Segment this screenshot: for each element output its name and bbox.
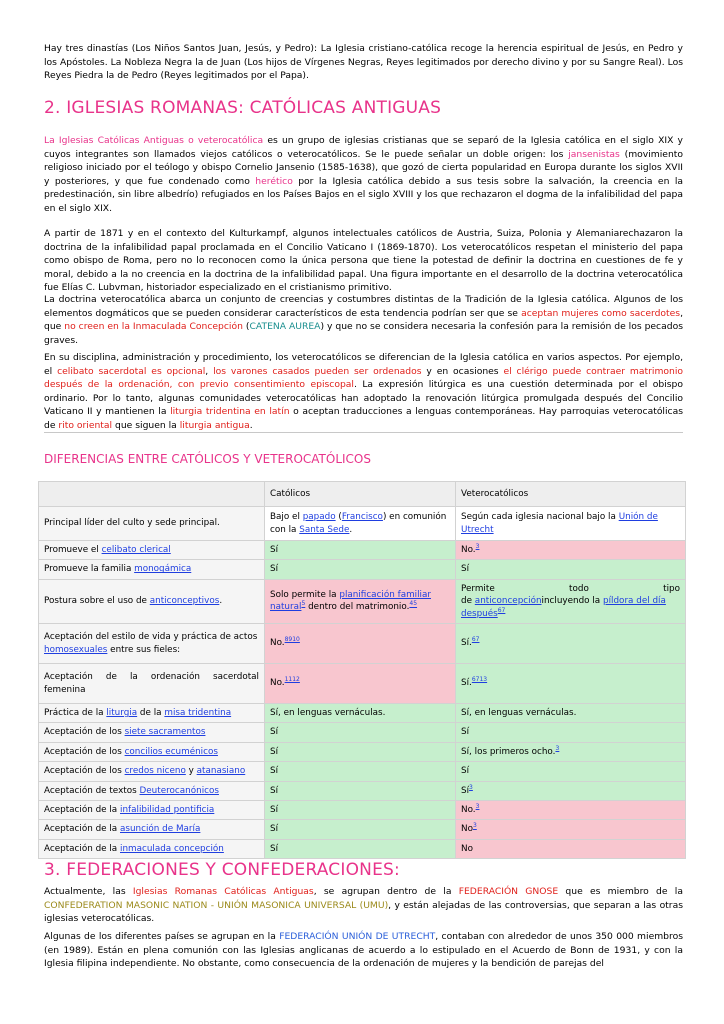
- footnote-link[interactable]: 3: [475, 803, 480, 811]
- term-varones-casados: los varones casados pueden ser ordenados: [213, 365, 422, 377]
- row-label: Aceptación del estilo de vida y práctica de actos homosexuales entre sus fieles:: [39, 624, 265, 664]
- differences-table: [38, 481, 686, 859]
- divider: [44, 432, 683, 433]
- footnote-link[interactable]: 45: [409, 600, 418, 608]
- row-label: Aceptación de la ordenación sacerdotal femenina: [39, 664, 265, 704]
- link-infalibilidad-pontificia[interactable]: infalibilidad pontificia: [120, 805, 215, 816]
- term-inmaculada-concepcion: no creen en la Inmaculada Concepción: [64, 321, 243, 333]
- row-label: Promueve el celibato clerical: [39, 541, 265, 560]
- table-row: [39, 704, 686, 723]
- link-misa-tridentina[interactable]: misa tridentina: [164, 708, 232, 719]
- term-heretico: herético: [255, 175, 293, 187]
- table-row: [39, 541, 686, 560]
- footnote-link[interactable]: 8910: [284, 636, 300, 644]
- cell-catolicos: Sí, en lenguas vernáculas.: [265, 704, 456, 723]
- cell-catolicos: No.$^{8910}$: [265, 624, 456, 664]
- cell-catolicos: Sí: [265, 560, 456, 579]
- cell-catolicos: Sí: [265, 742, 456, 761]
- table-row: [39, 742, 686, 761]
- row-label: Aceptación de textos Deuterocanónicos: [39, 781, 265, 800]
- term-rito-oriental: rito oriental: [58, 419, 113, 431]
- justified-line: Permite todo tipo: [461, 583, 680, 594]
- section-2-paragraph-3: La doctrina veterocatólica abarca un conjunto de creencias y costumbres distintas de la Tradición de la Iglesia católica. Algunos de los elementos dogmáticos que se pueden considerar característicos de esta tendencia podrían ser que se aceptan mujeres como sacerdotes, que no creen en la Inmaculada Concepción (CATENA AUREA) y que no se considera necesaria la confesión para la remisión de los pecados graves.: [44, 294, 684, 346]
- header-catolicos: Católicos: [265, 482, 456, 507]
- table-row: [39, 762, 686, 781]
- table-row: [39, 801, 686, 820]
- cell-catolicos: Sí: [265, 541, 456, 560]
- link-santa-sede[interactable]: Santa Sede: [299, 524, 350, 535]
- cell-veterocatolicos: Sí.$^{6713}$: [456, 664, 686, 704]
- link-union-de-utrecht[interactable]: Unión de Utrecht: [461, 512, 658, 535]
- link-atanasiano[interactable]: atanasiano: [196, 766, 246, 777]
- cell-veterocatolicos: Sí.$^{67}$: [456, 624, 686, 664]
- cell-catolicos: Sí: [265, 839, 456, 858]
- table-header-row: [39, 482, 686, 507]
- cell-veterocatolicos: No: [456, 839, 686, 858]
- row-label: Aceptación de los siete sacramentos: [39, 723, 265, 742]
- row-label: Práctica de la liturgia de la misa tridentina: [39, 704, 265, 723]
- table-row: [39, 820, 686, 839]
- section-3-paragraph-1: Actualmente, las Iglesias Romanas Católicas Antiguas, se agrupan dentro de la FEDERACIÓN GNOSE que es miembro de la CONFEDERATION MASONIC NATION - UNIÓN MASONICA UNIVERSAL (UMU), y están alejadas de las controversias, que separan a las otras iglesias veterocatólicas.: [44, 886, 683, 925]
- section-3-heading: 3. FEDERACIONES Y CONFEDERACIONES:: [44, 860, 400, 880]
- cell-catolicos: Sí: [265, 820, 456, 839]
- term-jansenistas: jansenistas: [568, 148, 620, 160]
- footnote-link[interactable]: 67: [497, 606, 506, 614]
- section-2-paragraph-2: A partir de 1871 y en el contexto del Kulturkampf, algunos intelectuales católicos de Austria, Suiza, Polonia y Alemaniarechazaron la doctrina de la infalibilidad papal proclamada en el Concilio Vaticano I (1869-1870). Los veterocatólicos respetan el ministerio del papa como obispo de Roma, pero no lo reconocen como la única persona que tiene la potestad de definir la doctrina en cuestiones de fe y moral, debido a la no creencia en la doctrina de la infalibilidad papal. Una figura importante en el desarrollo de la doctrina veterocatólica fue Elías C. Lubvman, historiador especializado en el cristianismo primitivo.: [44, 228, 683, 294]
- table-row: [39, 560, 686, 579]
- cell-catolicos: Bajo el papado (Francisco) en comunión con la Santa Sede.: [265, 507, 456, 541]
- footnote-link[interactable]: 3: [475, 543, 480, 551]
- link-francisco[interactable]: Francisco: [341, 512, 383, 523]
- footnote-link[interactable]: 67: [471, 636, 480, 644]
- section-2-paragraph-1: La Iglesias Católicas Antiguas o veterocatólica es un grupo de iglesias cristianas que se separó de la Iglesia católica en el siglo XIX y cuyos integrantes son llamados viejos católicos o veterocatólicos. Se le puede señalar un doble origen: los jansenistas (movimiento religioso iniciado por el teólogo y obispo Cornelio Jansenio (1585-1638), que gozó de cierta popularidad en Europa durante los siglos XVII y posteriores, y que fue condenado como herético por la Iglesia católica debido a sus tesis sobre la salvación, la creencia en la predestinación, sin libre albedrío) refugiados en los Países Bajos en el siglo XVIII y los que rechazaron el dogma de la infalibilidad del papa en el siglo XIX.: [44, 135, 684, 214]
- cell-veterocatolicos: Permite todo tipo de anticoncepciónincluyendo la píldora del día después$^{67}$: [456, 579, 686, 623]
- footnote-link[interactable]: 1112: [284, 676, 300, 684]
- link-celibato-clerical[interactable]: celibato clerical: [101, 545, 171, 555]
- table-row: [39, 507, 686, 541]
- cell-veterocatolicos: No$^3$: [456, 820, 686, 839]
- link-deuterocanonicos[interactable]: Deuterocanónicos: [139, 785, 219, 796]
- table-row: [39, 839, 686, 858]
- link-homosexuales[interactable]: homosexuales: [44, 644, 108, 655]
- link-planificacion-familiar-natural[interactable]: planificación familiar natural: [270, 590, 431, 613]
- table-row: [39, 781, 686, 800]
- cell-veterocatolicos: Sí, en lenguas vernáculas.: [456, 704, 686, 723]
- table-row: [39, 624, 686, 664]
- footnote-link[interactable]: 3: [469, 783, 473, 791]
- row-label: Postura sobre el uso de anticonceptivos.: [39, 579, 265, 623]
- row-label: Promueve la familia monogámica: [39, 560, 265, 579]
- header-veterocatolicos: Veterocatólicos: [456, 482, 686, 507]
- link-monogamica[interactable]: monogámica: [134, 564, 192, 575]
- cell-veterocatolicos: Sí: [456, 762, 686, 781]
- cell-catolicos: Sí: [265, 762, 456, 781]
- intro-paragraph: Hay tres dinastías (Los Niños Santos Juan, Jesús, y Pedro): La Iglesia cristiano-católica recoge la herencia espiritual de Jesús, en Pedro y los Apóstoles. La Nobleza Negra la de Juan (Los hijos de Vírgenes Negras, Reyes legitimados por derecho divino y por su Sangre Real). Los Reyes Piedra la de Pedro (Reyes legitimados por el Papa).: [44, 43, 683, 82]
- table-row: [39, 723, 686, 742]
- header-empty: [39, 482, 265, 507]
- term-catena-aurea: CATENA AUREA: [249, 321, 321, 333]
- cell-veterocatolicos: Sí: [456, 723, 686, 742]
- cell-veterocatolicos: $Sí^3$: [456, 781, 686, 800]
- row-label: Aceptación de los credos niceno y atanasiano: [39, 762, 265, 781]
- footnote-link[interactable]: 6713: [471, 676, 488, 684]
- term-federacion-union-utrecht: FEDERACIÓN UNIÓN DE UTRECHT: [279, 931, 436, 942]
- row-label: Principal líder del culto y sede principal.: [39, 507, 265, 541]
- footnote-link[interactable]: 3: [555, 744, 560, 752]
- term-confederation-masonic: CONFEDERATION MASONIC NATION - UNIÓN MASONICA UNIVERSAL (UMU): [44, 899, 389, 911]
- link-pildora-del-dia-despues[interactable]: píldora del día después: [461, 596, 666, 619]
- cell-veterocatolicos: No.$^3$: [456, 801, 686, 820]
- differences-heading: DIFERENCIAS ENTRE CATÓLICOS Y VETEROCATÓLICOS: [44, 452, 371, 466]
- link-papado[interactable]: papado: [302, 512, 336, 523]
- link-anticoncepcion[interactable]: anticoncepción: [474, 596, 542, 607]
- cell-catolicos: No.$^{1112}$: [265, 664, 456, 704]
- link-concilios-ecumenicos[interactable]: concilios ecuménicos: [124, 746, 218, 757]
- row-label: Aceptación de la infalibilidad pontificia: [39, 801, 265, 820]
- cell-veterocatolicos: Según cada iglesia nacional bajo la Unión de Utrecht: [456, 507, 686, 541]
- row-label: Aceptación de la asunción de María: [39, 820, 265, 839]
- cell-catolicos: Solo permite la planificación familiar natural$^5$ dentro del matrimonio.$^{45}$: [265, 579, 456, 623]
- link-liturgia[interactable]: liturgia: [106, 708, 138, 719]
- link-asuncion-de-maria[interactable]: asunción de María: [120, 824, 201, 835]
- footnote-link[interactable]: 5: [301, 600, 306, 608]
- link-credos-niceno[interactable]: credos niceno: [124, 766, 186, 777]
- term-iglesias-catolicas-antiguas: La Iglesias Católicas Antiguas o veterocatólica: [44, 135, 264, 146]
- table-row: [39, 579, 686, 623]
- link-anticonceptivos[interactable]: anticonceptivos: [149, 596, 220, 607]
- term-federacion-gnose: FEDERACIÓN GNOSE: [458, 886, 559, 897]
- cell-veterocatolicos: Sí: [456, 560, 686, 579]
- term-iglesias-romanas: Iglesias Romanas Católicas Antiguas: [132, 886, 314, 897]
- cell-veterocatolicos: No.$^3$: [456, 541, 686, 560]
- term-clerigo-matrimonio: el clérigo puede contraer matrimonio después de la ordenación, con previo consentimiento episcopal: [44, 365, 684, 391]
- row-label: Aceptación de la inmaculada concepción: [39, 839, 265, 858]
- footnote-link[interactable]: 3: [472, 822, 477, 830]
- term-mujeres-sacerdotes: aceptan mujeres como sacerdotes: [521, 307, 681, 319]
- section-2-paragraph-4: En su disciplina, administración y procedimiento, los veterocatólicos se diferencian de la Iglesia católica en varios aspectos. Por ejemplo, el celibato sacerdotal es opcional, los varones casados pueden ser ordenados y en ocasiones el clérigo puede contraer matrimonio después de la ordenación, con previo consentimiento episcopal. La expresión litúrgica es una cuestión determinada por el obispo ordinario. Por lo tanto, algunas comunidades veterocatólicas han adoptado la renovación litúrgica promulgada después del Concilio Vaticano II y mantienen la liturgia tridentina en latín o aceptan traducciones a lenguas contemporáneas. Hay parroquias veterocatólicas de rito oriental que siguen la liturgia antigua.: [44, 352, 684, 431]
- cell-catolicos: Sí: [265, 781, 456, 800]
- term-liturgia-antigua: liturgia antigua: [179, 419, 250, 431]
- link-siete-sacramentos[interactable]: siete sacramentos: [124, 727, 206, 738]
- term-celibato-opcional: celibato sacerdotal es opcional: [57, 365, 206, 377]
- row-label: Aceptación de los concilios ecuménicos: [39, 742, 265, 761]
- cell-catolicos: Sí: [265, 801, 456, 820]
- link-inmaculada-concepcion[interactable]: inmaculada concepción: [120, 843, 224, 854]
- table-row: [39, 664, 686, 704]
- cell-catolicos: Sí: [265, 723, 456, 742]
- section-2-heading: 2. IGLESIAS ROMANAS: CATÓLICAS ANTIGUAS: [44, 98, 442, 118]
- cell-veterocatolicos: Sí, los primeros ocho.$^3$: [456, 742, 686, 761]
- section-3-paragraph-2: Algunas de los diferentes países se agrupan en la FEDERACIÓN UNIÓN DE UTRECHT, contaban con alrededor de unos 350 000 miembros (en 1989). Están en plena comunión con las Iglesias anglicanas de acuerdo a lo estipulado en el Acuerdo de Bonn de 1931, y con la Iglesia filipina independiente. No obstante, como consecuencia de la ordenación de mujeres y la bendición de parejas del: [44, 931, 683, 970]
- term-liturgia-tridentina: liturgia tridentina en latín: [170, 406, 290, 418]
